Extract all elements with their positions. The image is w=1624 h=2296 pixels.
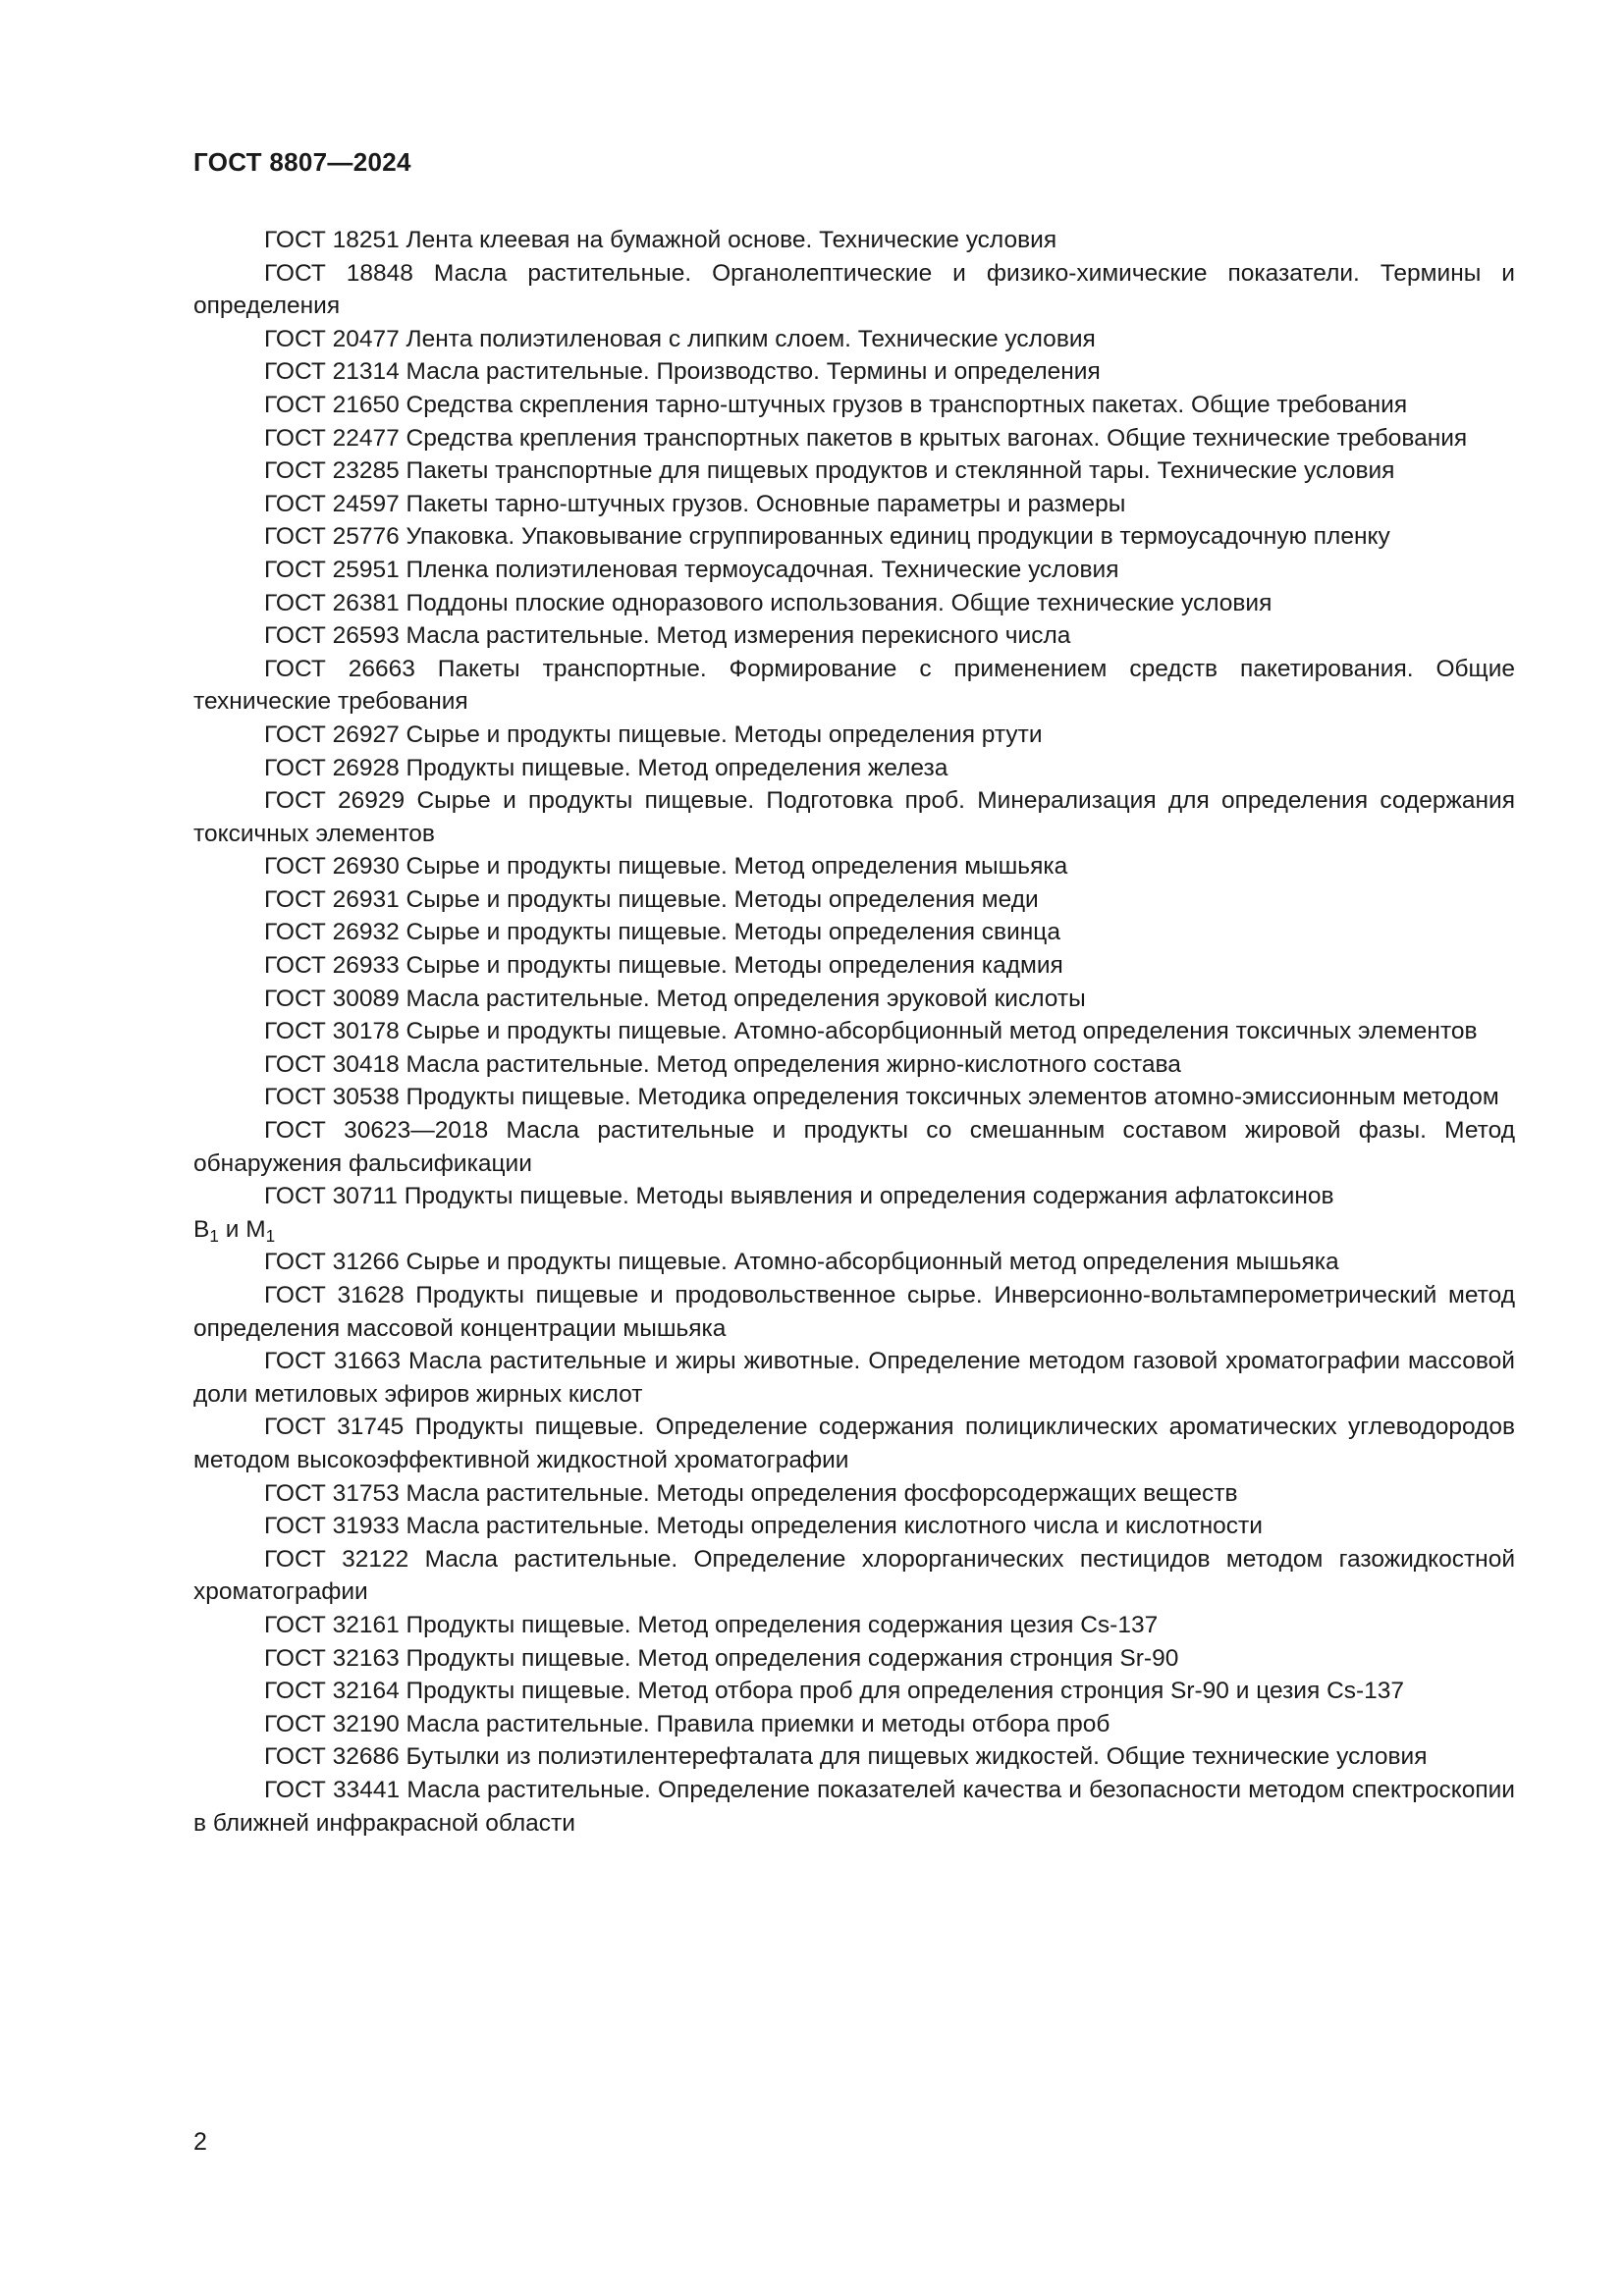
reference-title: Сырье и продукты пищевые. Метод определения мышьяка (406, 853, 1068, 881)
reference-title: Масла растительные. Определение хлорорганических пестицидов методом газожидкостной хроматографии (193, 1545, 1516, 1606)
reference-item (193, 587, 1515, 620)
reference-item (193, 257, 1515, 323)
reference-item (193, 1015, 1515, 1048)
reference-item (193, 520, 1515, 554)
reference-code: ГОСТ 31663 (264, 1348, 401, 1375)
reference-code: ГОСТ 22477 (264, 424, 400, 452)
reference-item (193, 1345, 1515, 1411)
reference-item (193, 916, 1515, 949)
reference-code: ГОСТ 31933 (264, 1513, 400, 1540)
reference-code: ГОСТ 26932 (264, 919, 400, 946)
page-number: 2 (193, 2128, 207, 2156)
reference-title: Сырье и продукты пищевые. Методы определения ртути (406, 721, 1043, 748)
reference-title: Масла растительные. Методы определения кислотного числа и кислотности (406, 1513, 1263, 1540)
reference-title: Продукты пищевые. Метод определения содержания стронция Sr-90 (406, 1644, 1179, 1672)
reference-title: Масла растительные. Метод измерения перекисного числа (406, 622, 1071, 650)
reference-title: Продукты пищевые. Методы выявления и определения содержания афлатоксинов (404, 1183, 1334, 1210)
reference-title: Средства скрепления тарно-штучных грузов в транспортных пакетах. Общие требования (406, 391, 1408, 418)
reference-item (193, 784, 1515, 850)
reference-title: Пленка полиэтиленовая термоусадочная. Технические условия (406, 556, 1119, 583)
reference-code: ГОСТ 23285 (264, 457, 400, 485)
reference-code: ГОСТ 26927 (264, 721, 400, 748)
reference-code: ГОСТ 30711 (264, 1183, 398, 1210)
reference-item (193, 619, 1515, 653)
reference-title: Сырье и продукты пищевые. Методы определения кадмия (406, 952, 1063, 980)
conjunction: и (225, 1215, 240, 1243)
reference-item (193, 1675, 1515, 1708)
reference-item (193, 1510, 1515, 1543)
reference-code: ГОСТ 25776 (264, 523, 400, 551)
reference-item (193, 1477, 1515, 1511)
reference-title: Продукты пищевые. Определение содержания полициклических ароматических углеводородов методом высокоэффективной жидкостной хроматографии (193, 1414, 1515, 1473)
reference-code: ГОСТ 30178 (264, 1018, 400, 1045)
reference-code: ГОСТ 33441 (264, 1776, 401, 1803)
reference-title: Масла растительные и жиры животные. Определение методом газовой хроматографии массовой доли метиловых эфиров жирных кислот (193, 1348, 1515, 1408)
reference-code: ГОСТ 21314 (264, 358, 400, 386)
reference-code: ГОСТ 30089 (264, 985, 400, 1012)
reference-title: Поддоны плоские одноразового использования. Общие технические условия (406, 589, 1272, 616)
reference-title: Продукты пищевые. Методика определения токсичных элементов атомно-эмиссионным методом (406, 1084, 1499, 1111)
reference-item (193, 1740, 1515, 1774)
reference-title: Масла растительные. Органолептические и физико-химические показатели. Термины и определения (193, 259, 1515, 320)
reference-item (193, 983, 1515, 1016)
reference-code: ГОСТ 26381 (264, 589, 400, 616)
reference-item (193, 323, 1515, 356)
reference-item (193, 1048, 1515, 1082)
reference-title: Сырье и продукты пищевые. Атомно-абсорбционный метод определения токсичных элементов (406, 1018, 1478, 1045)
reference-title: Лента полиэтиленовая с липким слоем. Технические условия (406, 325, 1096, 352)
reference-title: Упаковка. Упаковывание сгруппированных единиц продукции в термоусадочную пленку (406, 523, 1390, 551)
reference-item (193, 389, 1515, 422)
aflatoxin-m1: $M_1$ (245, 1215, 276, 1246)
reference-title: Средства крепления транспортных пакетов в крытых вагонах. Общие технические требования (406, 424, 1468, 452)
reference-item (193, 488, 1515, 521)
reference-item (193, 1114, 1515, 1180)
reference-item (193, 1609, 1515, 1642)
reference-item (193, 554, 1515, 587)
reference-item (193, 850, 1515, 883)
reference-title: Сырье и продукты пищевые. Атомно-абсорбционный метод определения мышьяка (406, 1249, 1339, 1276)
reference-code: ГОСТ 31745 (264, 1414, 405, 1441)
reference-item (193, 1246, 1515, 1279)
reference-item (193, 422, 1515, 455)
reference-title: Масла растительные. Метод определения эруковой кислоты (406, 985, 1086, 1012)
reference-code: ГОСТ 24597 (264, 490, 400, 517)
reference-code: ГОСТ 26933 (264, 952, 400, 980)
document-header: ГОСТ 8807—2024 (193, 147, 411, 177)
reference-title: Сырье и продукты пищевые. Подготовка проб. Минерализация для определения содержания токсичных элементов (193, 787, 1516, 847)
reference-item (193, 1279, 1515, 1345)
reference-code: ГОСТ 18848 (264, 259, 413, 287)
normative-references-list (193, 224, 1515, 1840)
reference-title: Пакеты транспортные. Формирование с применением средств пакетирования. Общие технические требования (193, 655, 1516, 716)
reference-title: Продукты пищевые. Метод определения железа (406, 754, 948, 781)
reference-code: ГОСТ 30623—2018 (264, 1117, 489, 1145)
reference-code: ГОСТ 32686 (264, 1743, 400, 1771)
reference-title: Бутылки из полиэтилентерефталата для пищевых жидкостей. Общие технические условия (406, 1743, 1428, 1771)
reference-code: ГОСТ 26928 (264, 754, 400, 781)
reference-code: ГОСТ 26663 (264, 655, 415, 682)
reference-title: Масла растительные и продукты со смешанным составом жировой фазы. Метод обнаружения фальсификации (193, 1117, 1515, 1177)
reference-item (193, 1543, 1515, 1609)
reference-title: Продукты пищевые и продовольственное сырье. Инверсионно-вольтамперометрический метод определения массовой концентрации мышьяка (193, 1282, 1516, 1342)
reference-title: Масла растительные. Методы определения фосфорсодержащих веществ (406, 1479, 1238, 1507)
aflatoxin-b1: $B_1$ (193, 1215, 219, 1246)
reference-code: ГОСТ 31266 (264, 1249, 400, 1276)
reference-code: ГОСТ 30538 (264, 1084, 400, 1111)
reference-item (193, 1180, 1515, 1246)
reference-item (193, 949, 1515, 983)
reference-code: ГОСТ 31628 (264, 1282, 405, 1308)
reference-title: Сырье и продукты пищевые. Методы определения свинца (406, 919, 1060, 946)
reference-title: Пакеты транспортные для пищевых продуктов и стеклянной тары. Технические условия (406, 457, 1395, 485)
reference-item (193, 355, 1515, 389)
reference-code: ГОСТ 25951 (264, 556, 400, 583)
reference-item (193, 1708, 1515, 1741)
reference-title: Продукты пищевые. Метод отбора проб для определения стронция Sr-90 и цезия Cs-137 (406, 1678, 1405, 1705)
reference-item (193, 719, 1515, 752)
reference-code: ГОСТ 30418 (264, 1050, 400, 1078)
reference-title: Продукты пищевые. Метод определения содержания цезия Cs-137 (406, 1611, 1159, 1638)
reference-code: ГОСТ 32161 (264, 1611, 400, 1638)
reference-code: ГОСТ 32190 (264, 1710, 400, 1737)
reference-title: Лента клеевая на бумажной основе. Технические условия (406, 227, 1057, 253)
reference-item (193, 224, 1515, 257)
reference-item (193, 454, 1515, 488)
reference-code: ГОСТ 32164 (264, 1678, 400, 1705)
reference-title: Масла растительные. Производство. Термины и определения (406, 358, 1101, 386)
reference-code: ГОСТ 18251 (264, 227, 400, 253)
reference-title: Пакеты тарно-штучных грузов. Основные параметры и размеры (406, 490, 1126, 517)
reference-item (193, 752, 1515, 785)
reference-title: Масла растительные. Правила приемки и методы отбора проб (406, 1710, 1110, 1737)
reference-item (193, 1081, 1515, 1114)
reference-code: ГОСТ 20477 (264, 325, 400, 352)
reference-item (193, 1774, 1515, 1840)
reference-code: ГОСТ 31753 (264, 1479, 400, 1507)
reference-code: ГОСТ 26931 (264, 885, 400, 913)
reference-code: ГОСТ 26593 (264, 622, 400, 650)
reference-item (193, 883, 1515, 917)
reference-code: ГОСТ 32163 (264, 1644, 400, 1672)
reference-code: ГОСТ 26930 (264, 853, 400, 881)
reference-title: Сырье и продукты пищевые. Методы определения меди (406, 885, 1039, 913)
reference-code: ГОСТ 26929 (264, 787, 406, 815)
reference-code: ГОСТ 32122 (264, 1545, 409, 1573)
reference-code: ГОСТ 21650 (264, 391, 400, 418)
reference-item (193, 1642, 1515, 1676)
reference-title: Масла растительные. Метод определения жирно-кислотного состава (406, 1050, 1181, 1078)
reference-item (193, 1411, 1515, 1476)
reference-title: Масла растительные. Определение показателей качества и безопасности методом спектроскопии в ближней инфракрасной области (193, 1776, 1515, 1837)
reference-item (193, 653, 1515, 719)
